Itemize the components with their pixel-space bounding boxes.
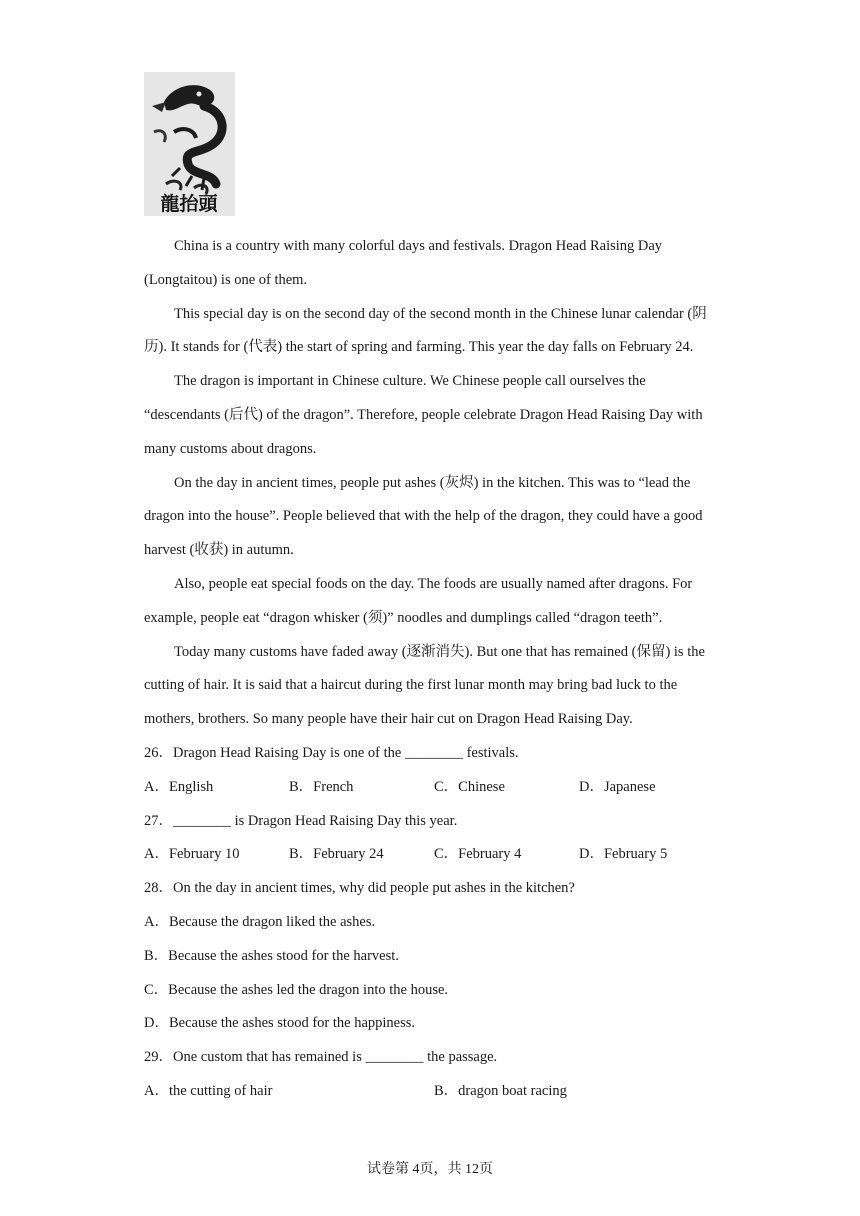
q27-option-d: D．February 5	[579, 846, 668, 863]
q27-option-a: A．February 10	[144, 846, 240, 863]
passage-paragraph-4: On the day in ancient times, people put ashes (灰烬) in the kitchen. This was to “lead the dragon into the house”. People believed that with the help of the dragon, they could have a good harvest (收获) in autumn.	[144, 474, 703, 559]
q29-option-a: A．the cutting of hair	[144, 1082, 273, 1099]
exam-page	[144, 72, 724, 1109]
q27-option-c: C．February 4	[434, 846, 522, 863]
passage-paragraph-6: Today many customs have faded away (逐渐消失). But one that has remained (保留) is the cutting of hair. It is said that a haircut during the first lunar month may bring bad luck to the mothers, brothers. So many people have their hair cut on Dragon Head Raising Day.	[144, 643, 705, 728]
q29-option-b: B．dragon boat racing	[434, 1082, 567, 1099]
question-29-options	[144, 1075, 724, 1109]
question-27-stem: 27．________ is Dragon Head Raising Day this year.	[144, 812, 458, 829]
q26-option-c: C．Chinese	[434, 778, 505, 795]
page-footer: 试卷第 4页，共 12页	[367, 1162, 493, 1177]
passage-paragraph-5: Also, people eat special foods on the day. The foods are usually named after dragons. For example, people eat “dragon whisker (须)” noodles and dumplings called “dragon teeth”.	[144, 575, 693, 626]
q28-option-b: B．Because the ashes stood for the harvest.	[144, 947, 399, 964]
q26-option-d: D．Japanese	[579, 778, 656, 795]
image-caption-chars: 龍抬頭	[160, 193, 218, 215]
question-26-stem: 26．Dragon Head Raising Day is one of the ________ festivals.	[144, 744, 519, 761]
passage-paragraph-2: This special day is on the second day of the second month in the Chinese lunar calendar (阴历). It stands for (代表) the start of spring and farming. This year the day falls on February 24.	[144, 305, 707, 356]
q28-option-a: A．Because the dragon liked the ashes.	[144, 913, 376, 930]
dragon-illustration-icon	[144, 72, 235, 216]
question-26-options	[144, 771, 724, 805]
q28-option-d: D．Because the ashes stood for the happiness.	[144, 1015, 416, 1032]
q26-option-a: A．English	[144, 778, 214, 795]
dragon-figure	[144, 72, 235, 216]
q27-option-b: B．February 24	[289, 846, 384, 863]
question-29-stem: 29．One custom that has remained is ________ the passage.	[144, 1049, 498, 1066]
question-28-stem: 28．On the day in ancient times, why did people put ashes in the kitchen?	[144, 880, 575, 897]
question-27-options	[144, 838, 724, 872]
passage-paragraph-1: China is a country with many colorful days and festivals. Dragon Head Raising Day (Longtaitou) is one of them.	[144, 238, 663, 288]
passage-paragraph-3: The dragon is important in Chinese culture. We Chinese people call ourselves the “descendants (后代) of the dragon”. Therefore, people celebrate Dragon Head Raising Day with many customs about dragons.	[144, 373, 703, 457]
q26-option-b: B．French	[289, 778, 354, 795]
q28-option-c: C．Because the ashes led the dragon into the house.	[144, 981, 449, 998]
